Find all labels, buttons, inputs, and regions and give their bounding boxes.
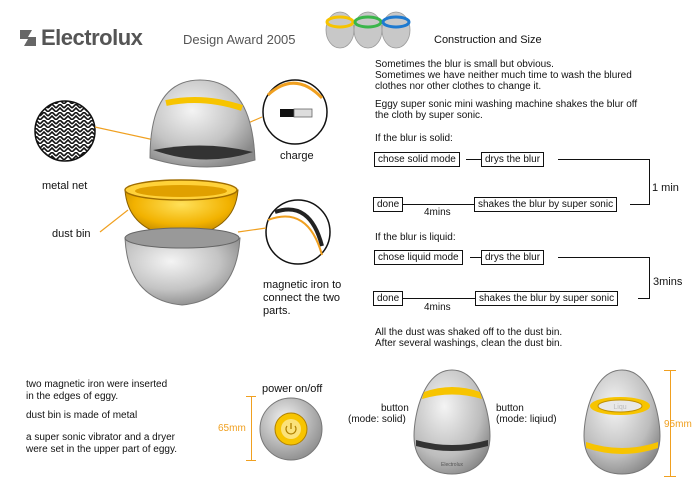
dust-bin-label: dust bin	[52, 228, 91, 240]
intro-line: clothes nor other clothes to change it.	[375, 81, 542, 92]
intro-line: Sometimes we have neither much time to wash the blured	[375, 70, 632, 81]
flow-connector	[638, 298, 650, 299]
button-solid-label: button	[381, 403, 409, 414]
width-dimension-tick	[246, 396, 256, 397]
flow-connector	[403, 204, 474, 205]
solid-heading: If the blur is solid:	[375, 133, 453, 144]
note-line: two magnetic iron were inserted	[26, 379, 168, 390]
width-dimension-tick	[246, 460, 256, 461]
egg-top-half	[150, 80, 255, 167]
note-line: in the edges of eggy.	[26, 391, 119, 402]
note-line: a super sonic vibrator and a dryer	[26, 432, 175, 443]
egg-bottom-half	[125, 228, 240, 305]
button-liquid-label: (mode: liqiud)	[496, 414, 557, 425]
section-title: Construction and Size	[434, 34, 542, 46]
egg-side-view	[580, 366, 664, 478]
power-label: power on/off	[262, 383, 323, 395]
outro-line: All the dust was shaked off to the dust bin.	[375, 327, 563, 338]
intro-line: Eggy super sonic mini washing machine shakes the blur off	[375, 99, 638, 110]
flow-connector	[558, 159, 650, 160]
height-dimension-tick	[664, 476, 676, 477]
metal-net-detail	[35, 101, 95, 161]
flow-connector	[403, 298, 475, 299]
solid-shake-time: 4mins	[424, 207, 451, 218]
magnetic-iron-leader	[238, 228, 266, 232]
magnetic-iron-detail	[266, 200, 330, 264]
electrolux-logo-icon	[18, 28, 38, 48]
note-line: were set in the upper part of eggy.	[26, 444, 178, 455]
brand-name: Electrolux	[41, 25, 143, 50]
outro-line: After several washings, clean the dust bin.	[375, 338, 563, 349]
liquid-mode-box: chose liquid mode	[374, 250, 463, 265]
intro-line: the cloth by super sonic.	[375, 110, 483, 121]
flow-connector	[470, 257, 481, 258]
award-title: Design Award 2005	[183, 32, 296, 47]
magnet-label: parts.	[263, 305, 291, 317]
liquid-shake-box: shakes the blur by super sonic	[475, 291, 618, 306]
egg-top-view	[258, 396, 324, 462]
dust-bin-leader	[100, 210, 128, 232]
button-solid-label: (mode: solid)	[348, 414, 406, 425]
solid-dry-time: 1 min	[652, 182, 679, 194]
width-dimension-label: 65mm	[218, 423, 246, 434]
egg-front-view	[410, 366, 494, 478]
egg-variant-green	[354, 12, 382, 48]
height-dimension-label: 95mm	[664, 419, 692, 430]
flow-connector	[630, 204, 650, 205]
magnet-label: connect the two	[263, 292, 341, 304]
svg-text:Electrolux: Electrolux	[441, 462, 463, 468]
svg-text:Liqu: Liqu	[613, 404, 627, 411]
intro-line: Sometimes the blur is small but obvious.	[375, 59, 554, 70]
liquid-dry-time: 3mins	[653, 276, 683, 288]
solid-shake-box: shakes the blur by super sonic	[474, 197, 617, 212]
liquid-heading: If the blur is liquid:	[375, 232, 456, 243]
liquid-done-box: done	[373, 291, 403, 306]
width-dimension	[251, 396, 252, 460]
flow-connector	[558, 257, 650, 258]
height-dimension-tick	[664, 370, 676, 371]
liquid-shake-time: 4mins	[424, 302, 451, 313]
liquid-dry-box: drys the blur	[481, 250, 544, 265]
egg-variant-orange	[326, 12, 354, 48]
solid-mode-box: chose solid mode	[374, 152, 460, 167]
button-liquid-label: button	[496, 403, 524, 414]
metal-net-label: metal net	[42, 180, 88, 192]
solid-done-box: done	[373, 197, 403, 212]
flow-connector	[649, 159, 650, 205]
flow-connector	[466, 159, 481, 160]
egg-color-variants	[320, 6, 420, 52]
charge-label: charge	[280, 150, 314, 162]
magnet-label: magnetic iron to	[263, 279, 342, 291]
charge-detail	[263, 80, 327, 144]
note-line: dust bin is made of metal	[26, 410, 138, 421]
flow-connector	[649, 257, 650, 299]
solid-dry-box: drys the blur	[481, 152, 544, 167]
egg-variant-blue	[382, 12, 410, 48]
